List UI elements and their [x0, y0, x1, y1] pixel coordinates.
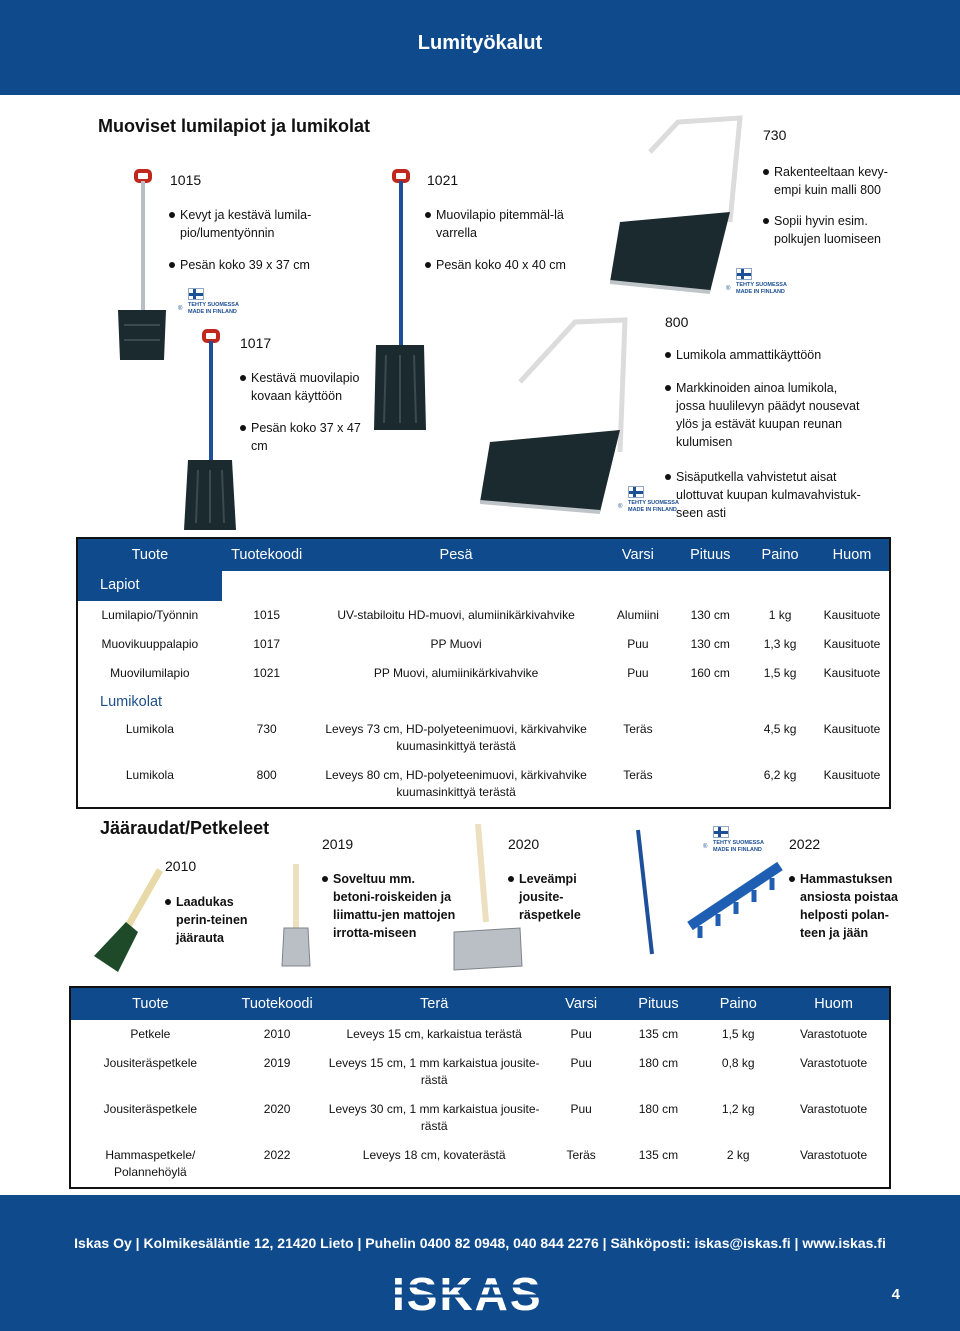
product-code-2020: 2020	[508, 836, 540, 852]
made-in-finland-badge: TEHTY SUOMESSA MADE IN FINLAND ®	[180, 288, 232, 322]
section-title-shovels: Muoviset lumilapiot ja lumikolat	[98, 116, 371, 136]
table-row: Jousiteräspetkele 2019 Leveys 15 cm, 1 mm karkaistua jousite-rästä Puu 180 cm 0,8 kg Varastotuote	[103, 1056, 868, 1087]
made-in-finland-badge: TEHTY SUOMESSA MADE IN FINLAND ®	[728, 268, 780, 302]
snow-sled-800-illustration	[470, 312, 640, 522]
ice-chisel-2019-illustration	[276, 862, 316, 972]
product-2020-feature-1: Leveämpi jousite-räspetkele	[508, 870, 623, 924]
column-header: Terä	[325, 987, 544, 1020]
product-1017-feature-1: Kestävä muovilapio kovaan käyttöön	[240, 369, 370, 405]
column-header: Paino	[698, 987, 778, 1020]
svg-text:ISKAS: ISKAS	[392, 1272, 543, 1316]
product-2010-feature-1: Laadukas perin-teinen jäärauta	[165, 893, 265, 947]
snow-shovel-1015-illustration	[112, 165, 172, 365]
product-code-800: 800	[665, 314, 689, 330]
product-2019-feature-1: Soveltuu mm. betoni-roiskeiden ja liimattu-jen mattojen irrotta-miseen	[322, 870, 457, 942]
column-header: Tuote	[70, 987, 230, 1020]
ice-chisel-2010-illustration	[88, 866, 168, 976]
product-1017-feature-2: Pesän koko 37 x 47 cm	[240, 419, 380, 455]
product-800-feature-3: Sisäputkella vahvistetut aisat ulottuvat kuupan kulmavahvistuk-seen asti	[665, 468, 865, 522]
table-row: Lumikola 730 Leveys 73 cm, HD-polyeteenimuovi, kärkivahvike kuumasinkittyä terästä Teräs 4,5 kg Kausituote	[125, 722, 881, 753]
product-730-feature-1: Rakenteeltaan kevy-empi kuin malli 800	[763, 163, 893, 199]
table-row: Petkele 2010 Leveys 15 cm, karkaistua terästä Puu 135 cm 1,5 kg Varastotuote	[130, 1027, 868, 1041]
column-header: Paino	[745, 538, 815, 571]
product-code-1021: 1021	[427, 172, 459, 188]
product-code-1017: 1017	[240, 335, 272, 351]
snow-shovel-1017-illustration	[180, 325, 240, 535]
product-1021-feature-2: Pesän koko 40 x 40 cm	[425, 256, 595, 274]
table-row: Jousiteräspetkele 2020 Leveys 30 cm, 1 mm karkaistua jousite-rästä Puu 180 cm 1,2 kg Varastotuote	[103, 1102, 868, 1133]
column-header: Pituus	[675, 538, 745, 571]
product-2022-feature-1: Hammastuksen ansiosta poistaa helposti polan-teen ja jään	[789, 870, 899, 942]
table-row: Lumikola 800 Leveys 80 cm, HD-polyeteenimuovi, kärkivahvike kuumasinkittyä terästä Teräs 6,2 kg Kausituote	[125, 768, 881, 799]
product-1015-feature-2: Pesän koko 39 x 37 cm	[169, 256, 339, 274]
column-header: Huom	[815, 538, 890, 571]
snow-shovel-1021-illustration	[370, 165, 430, 540]
ice-rake-2022-illustration	[630, 826, 790, 966]
footer-contact-info: Iskas Oy | Kolmikesäläntie 12, 21420 Lieto | Puhelin 0400 82 0948, 040 844 2276 | Sähköposti: iskas@iskas.fi | www.iskas.fi	[74, 1235, 886, 1251]
product-730-feature-2: Sopii hyvin esim. polkujen luomiseen	[763, 212, 893, 248]
column-header: Varsi	[601, 538, 676, 571]
table-row: Hammaspetkele/ Polannehöylä 2022 Leveys 18 cm, kovaterästä Teräs 135 cm 2 kg Varastotuote	[105, 1148, 868, 1179]
product-1021-feature-1: Muovilapio pitemmäl-lä varrella	[425, 206, 565, 242]
page-title: Lumityökalut	[417, 32, 543, 54]
product-800-feature-2: Markkinoiden ainoa lumikola, jossa huulilevyn päädyt nousevat ylös ja estävät kuupan reunan kulumisen	[665, 379, 865, 451]
finland-flag-icon	[188, 288, 204, 300]
snow-tools-spec-table	[76, 537, 891, 809]
column-header: Tuotekoodi	[222, 538, 312, 571]
made-in-finland-badge: TEHTY SUOMESSA MADE IN FINLAND ®	[705, 826, 757, 860]
product-code-2019: 2019	[322, 836, 354, 852]
ice-chisel-2020-illustration	[448, 822, 528, 972]
column-header: Pesä	[312, 538, 601, 571]
group-label: Lumikolat	[100, 694, 163, 710]
column-header: Tuote	[77, 538, 222, 571]
product-1015-feature-1: Kevyt ja kestävä lumila-pio/lumentyönnin	[169, 206, 329, 242]
table-row: Muovilumilapio 1021 PP Muovi, alumiinikärkivahvike Puu 160 cm 1,5 kg Kausituote	[110, 666, 881, 680]
made-in-finland-badge: TEHTY SUOMESSA MADE IN FINLAND ®	[620, 486, 672, 520]
page-number: 4	[891, 1286, 900, 1303]
snow-sled-730-illustration	[590, 112, 760, 302]
product-code-730: 730	[763, 127, 787, 143]
section-title-ice-chisels: Jääraudat/Petkeleet	[100, 818, 270, 838]
table-row: Muovikuuppalapio 1017 PP Muovi Puu 130 cm 1,3 kg Kausituote	[101, 637, 881, 651]
product-800-feature-1: Lumikola ammattikäyttöön	[665, 346, 865, 364]
group-label: Lapiot	[77, 571, 222, 601]
column-header: Pituus	[619, 987, 699, 1020]
column-header: Huom	[778, 987, 890, 1020]
column-header: Varsi	[544, 987, 619, 1020]
product-code-1015: 1015	[170, 172, 202, 188]
ice-chisel-spec-table	[69, 986, 891, 1189]
product-code-2022: 2022	[789, 836, 821, 852]
product-code-2010: 2010	[165, 858, 197, 874]
iskas-logo	[392, 1272, 568, 1316]
table-row: Lumilapio/Työnnin 1015 UV-stabiloitu HD-muovi, alumiinikärkivahvike Alumiini 130 cm 1 kg Kausituote	[101, 608, 881, 622]
column-header: Tuotekoodi	[230, 987, 325, 1020]
